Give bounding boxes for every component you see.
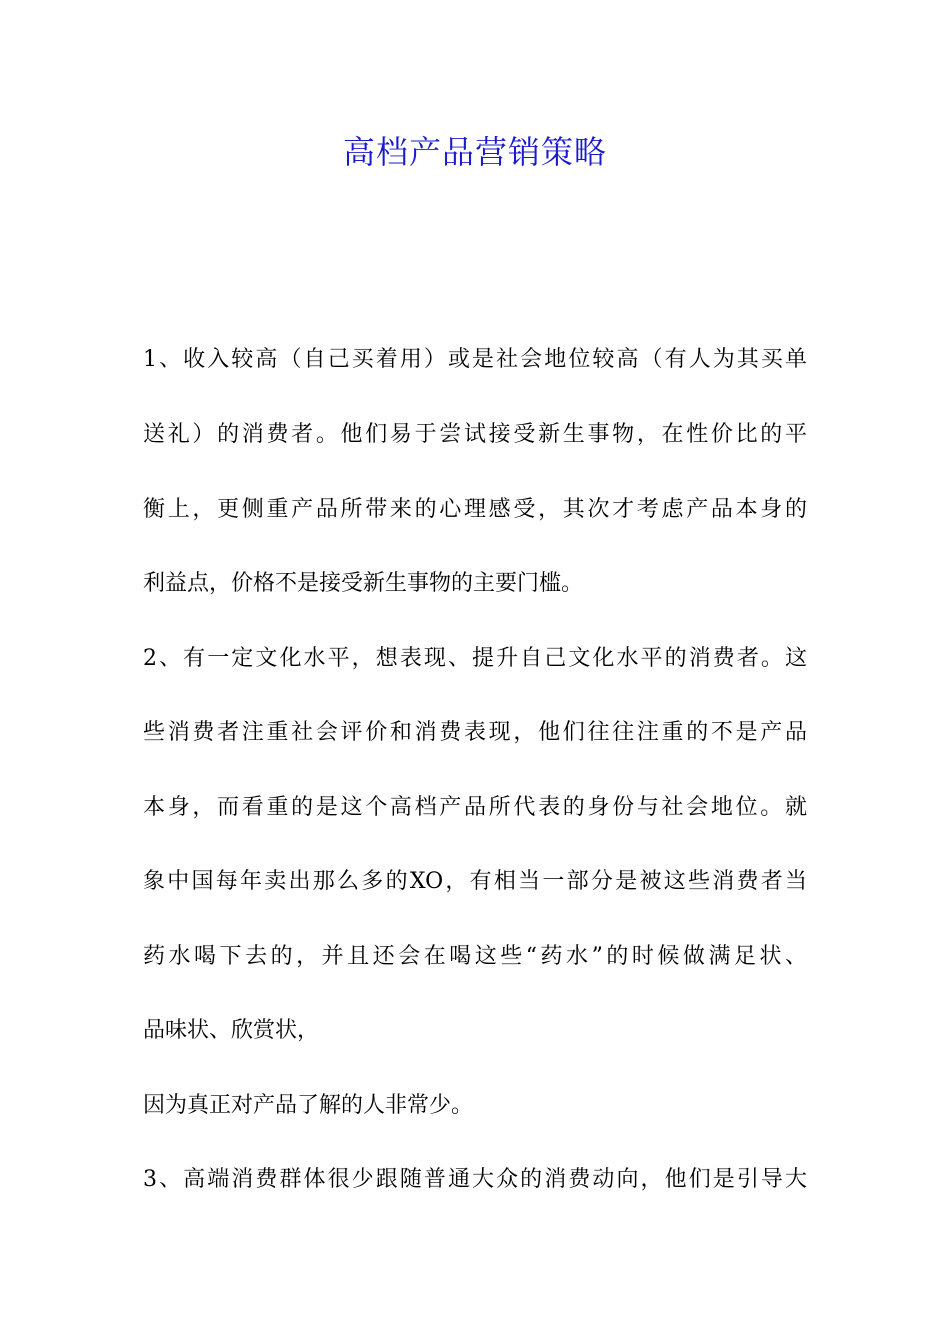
body-line: 象中国每年卖出那么多的XO，有相当一部分是被这些消费者当	[143, 869, 807, 894]
body-line: 3、高端消费群体很少跟随普通大众的消费动向，他们是引导大	[143, 1167, 807, 1192]
body-line: 利益点，价格不是接受新生事物的主要门槛。	[143, 571, 584, 596]
body-line: 因为真正对产品了解的人非常少。	[143, 1093, 474, 1118]
body-line: 些消费者注重社会评价和消费表现，他们往往注重的不是产品	[143, 720, 807, 745]
body-line: 2、有一定文化水平，想表现、提升自己文化水平的消费者。这	[143, 646, 807, 671]
body-line: 本身，而看重的是这个高档产品所代表的身份与社会地位。就	[143, 795, 807, 820]
body-line: 衡上，更侧重产品所带来的心理感受，其次才考虑产品本身的	[143, 497, 807, 522]
body-line: 1、收入较高（自己买着用）或是社会地位较高（有人为其买单	[143, 347, 807, 372]
body-line: 药水喝下去的，并且还会在喝这些“药水”的时候做满足状、	[143, 944, 807, 969]
body-line: 送礼）的消费者。他们易于尝试接受新生事物，在性价比的平	[143, 422, 807, 447]
document-title: 高档产品营销策略	[342, 133, 607, 171]
body-line: 品味状、欣赏状，	[143, 1018, 320, 1043]
